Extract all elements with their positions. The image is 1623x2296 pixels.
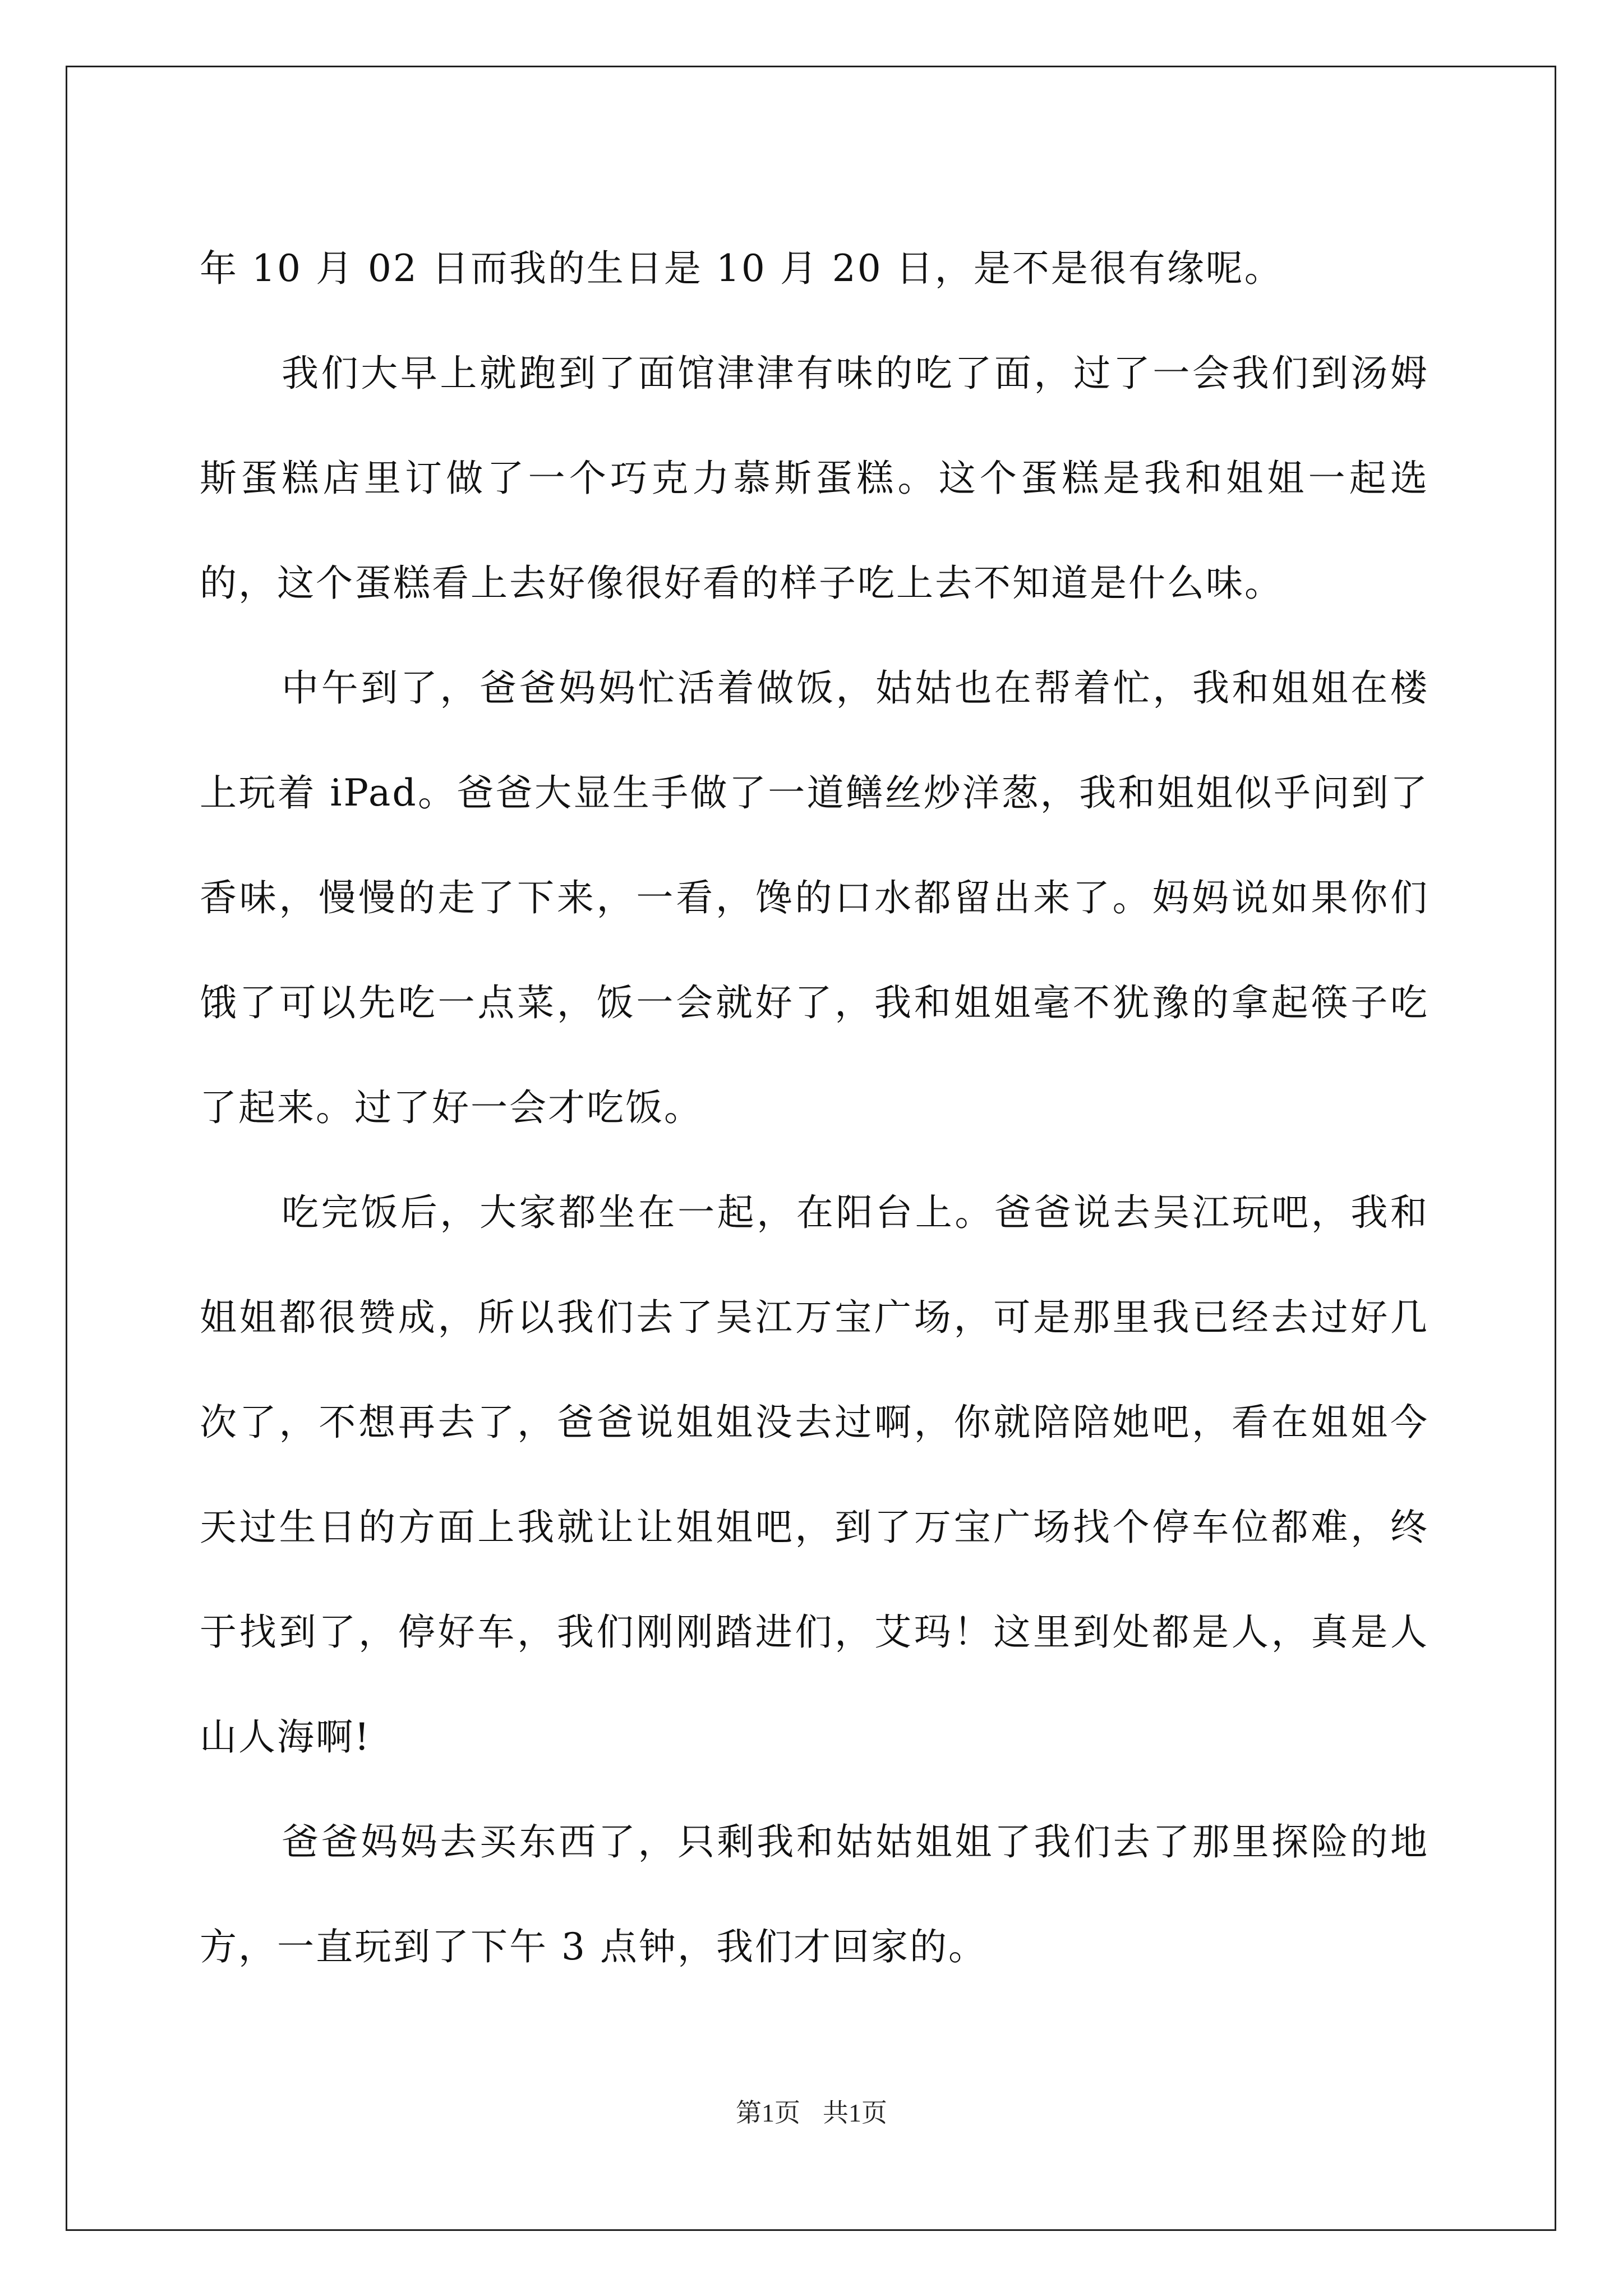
paragraph-2: 我们大早上就跑到了面馆津津有味的吃了面，过了一会我们到汤姆斯蛋糕店里订做了一个巧克力慕斯蛋糕。这个蛋糕是我和姐姐一起选的，这个蛋糕看上去好像很好看的样子吃上去不知道是什么味。 xyxy=(200,352,1429,605)
paragraph-3: 中午到了，爸爸妈妈忙活着做饭，姑姑也在帮着忙，我和姐姐在楼上玩着 iPad。爸爸大显生手做了一道鳝丝炒洋葱，我和姐姐似乎问到了香味，慢慢的走了下来，一看，馋的口水都留出来了。妈妈说如果你们饿了可以先吃一点菜，饭一会就好了，我和姐姐毫不犹豫的拿起筷子吃了起来。过了好一会才吃饭。 xyxy=(200,666,1429,1129)
page-total: 共1页 xyxy=(823,2099,887,2127)
document-body xyxy=(200,216,1429,1999)
paragraph-1: 年 10 月 02 日而我的生日是 10 月 20 日，是不是很有缘呢。 xyxy=(200,247,1283,290)
paragraph-5: 爸爸妈妈去买东西了，只剩我和姑姑姐姐了我们去了那里探险的地方，一直玩到了下午 3 点钟，我们才回家的。 xyxy=(200,1820,1429,1968)
page-footer xyxy=(0,2092,1623,2129)
paragraph-4: 吃完饭后，大家都坐在一起，在阳台上。爸爸说去吴江玩吧，我和姐姐都很赞成，所以我们去了吴江万宝广场，可是那里我已经去过好几次了，不想再去了，爸爸说姐姐没去过啊，你就陪陪她吧，看在姐姐今天过生日的方面上我就让让姐姐吧，到了万宝广场找个停车位都难，终于找到了，停好车，我们刚刚踏进们，艾玛！这里到处都是人，真是人山人海啊! xyxy=(200,1191,1429,1759)
page-number: 第1页 xyxy=(736,2099,800,2127)
